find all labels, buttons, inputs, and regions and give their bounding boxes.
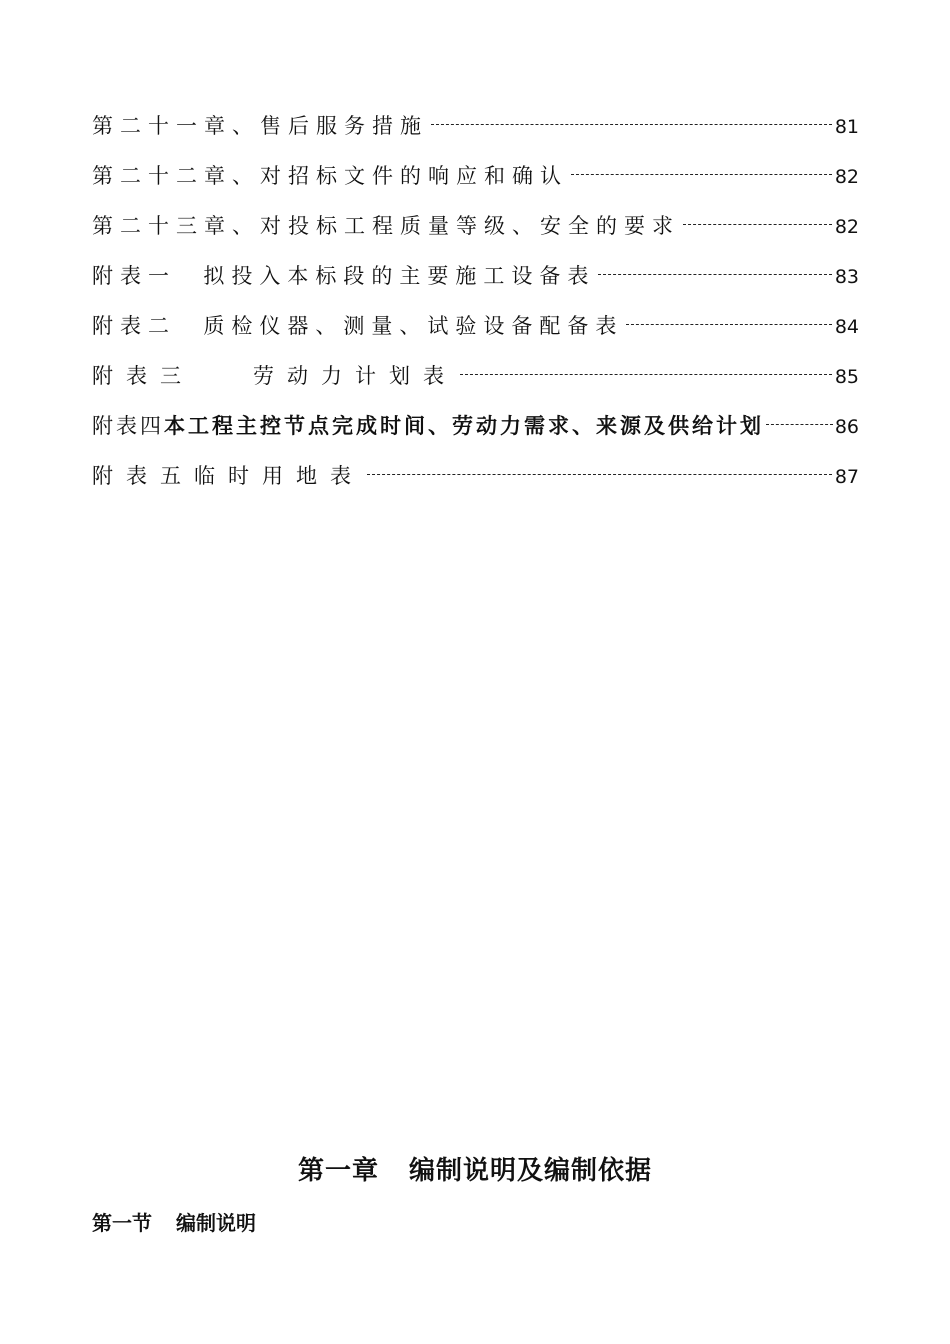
toc-dot-leader (626, 323, 831, 325)
toc-entry-ch22[interactable] (92, 160, 859, 210)
toc-entry-title: 附表五临时用地表 (92, 464, 364, 488)
table-of-contents (92, 110, 859, 510)
toc-entry-title: 附表一 拟投入本标段的主要施工设备表 (92, 264, 596, 288)
toc-entry-appendix-5[interactable] (92, 460, 859, 510)
toc-entry-title: 第二十一章、售后服务措施 (92, 114, 428, 138)
toc-page-number: 84 (834, 316, 859, 338)
toc-page-number: 87 (834, 466, 859, 488)
toc-entry-ch21[interactable] (92, 110, 859, 160)
toc-entry-prefix: 附表四 (92, 414, 164, 438)
toc-dot-leader (598, 273, 831, 275)
toc-entry-appendix-1[interactable] (92, 260, 859, 310)
toc-dot-leader (683, 223, 832, 225)
toc-entry-appendix-3[interactable] (92, 360, 859, 410)
chapter-number: 第一章 (297, 1156, 379, 1186)
toc-entry-appendix-2[interactable] (92, 310, 859, 360)
toc-page-number: 85 (834, 366, 859, 388)
toc-page-number: 86 (834, 416, 859, 438)
toc-dot-leader (571, 173, 832, 175)
toc-dot-leader (367, 473, 832, 475)
section-number: 第一节 (92, 1211, 152, 1235)
chapter-heading (0, 1150, 950, 1187)
chapter-title: 编制说明及编制依据 (409, 1156, 653, 1186)
toc-page-number: 81 (834, 116, 859, 138)
toc-entry-ch23[interactable] (92, 210, 859, 260)
section-title: 编制说明 (176, 1211, 256, 1235)
toc-page-number: 82 (834, 216, 859, 238)
toc-entry-appendix-4[interactable] (92, 410, 859, 460)
toc-entry-title: 附表三 劳动力计划表 (92, 364, 458, 388)
toc-dot-leader (460, 373, 832, 375)
toc-entry-title: 第二十三章、对投标工程质量等级、安全的要求 (92, 214, 680, 238)
toc-entry-title: 第二十二章、对招标文件的响应和确认 (92, 164, 568, 188)
toc-page-number: 83 (834, 266, 859, 288)
section-heading (92, 1207, 256, 1236)
toc-entry-bold-title: 本工程主控节点完成时间、劳动力需求、来源及供给计划 (164, 414, 764, 438)
toc-dot-leader (431, 123, 832, 125)
toc-dot-leader (766, 423, 833, 425)
toc-entry-title: 附表二 质检仪器、测量、试验设备配备表 (92, 314, 624, 338)
toc-page-number: 82 (834, 166, 859, 188)
toc-entry-title (92, 410, 764, 442)
